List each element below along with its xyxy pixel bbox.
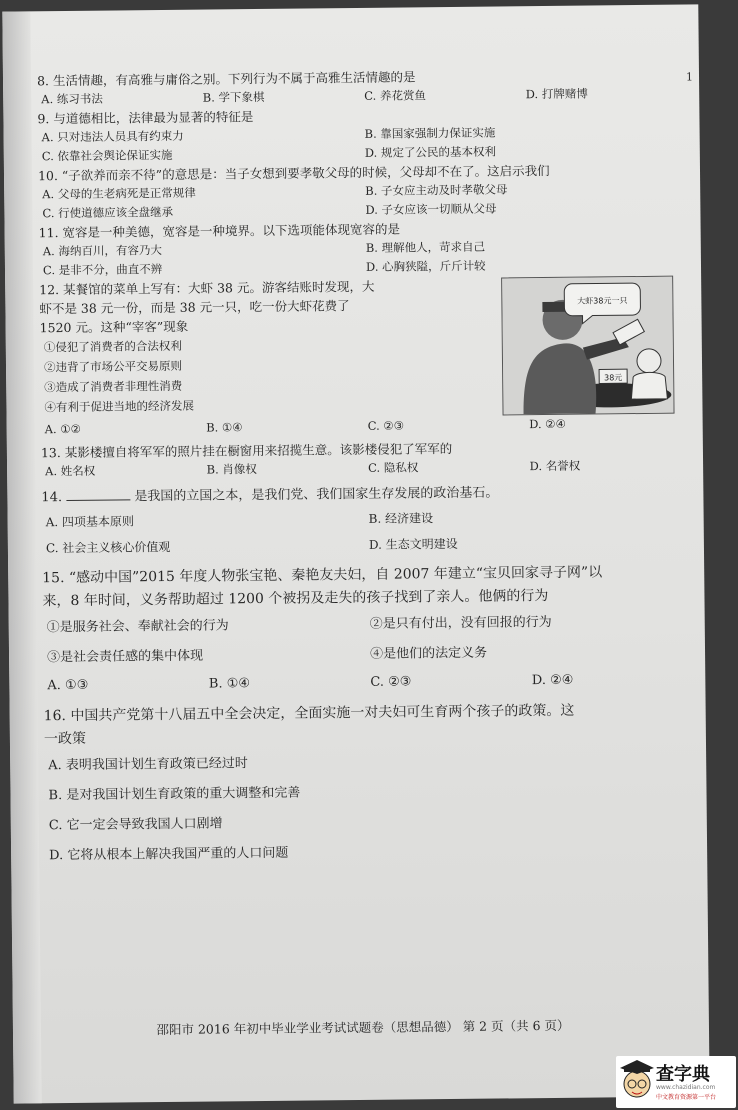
question-stem-line: 15. “感动中国”2015 年度人物张宝艳、秦艳友夫妇，自 2007 年建立“宝贝回家寻子网”以 [42,564,603,587]
option-a: A. 海纳百川，有容乃大 [42,243,163,259]
question-number: 14. [41,490,63,506]
question-stem-line: 一政策 [43,730,87,748]
question-10 [38,160,689,224]
customer-head [637,349,661,373]
customer-body [631,372,667,399]
option-d: D. 名誉权 [529,458,581,474]
statement-2: ②违背了市场公平交易原则 [43,358,183,375]
statement-3: ③是社会责任感的集中体现 [46,648,204,666]
page-shadow-edge [2,11,41,1103]
option-c: C. ②③ [370,674,412,690]
option-b: B. 学下象棋 [202,89,265,105]
statement-2: ②是只有付出，没有回报的行为 [369,614,552,632]
question-11 [39,216,690,280]
statement-1: ①是服务社会、奉献社会的行为 [46,618,229,636]
watermark-url: www.chazidian.com [656,1084,716,1091]
option-a: A. ①② [44,421,81,437]
option-d: D. ②④ [529,416,566,432]
option-d: D. 心胸狭隘，斤斤计较 [365,258,486,274]
watermark-subtitle: 中文教育资源第一平台 [656,1094,717,1101]
question-stem-line: 12. 某餐馆的菜单上写有：大虾 38 元。游客结账时发现，大 [39,278,375,298]
question-12-text [39,276,480,421]
question-list [37,65,695,872]
option-c: C. 依靠社会舆论保证实施 [41,147,173,164]
option-d: D. 规定了公民的基本权利 [364,144,496,160]
question-14 [41,480,692,561]
option-b: B. 理解他人，苛求自己 [365,239,486,255]
fill-in-blank [66,499,130,501]
option-b: B. 子女应主动及时孝敬父母 [365,182,508,198]
option-a: A. 只对违法人员具有约束力 [41,128,184,145]
question-stem: 8. 生活情趣，有高雅与庸俗之别。下列行为不属于高雅生活情趣的是 [36,69,416,89]
question-stem-line: 16. 中国共产党第十八届五中全会决定，全面实施一对夫妇可生育两个孩子的政策。这 [43,702,575,725]
watermark-title: 查字典 [656,1064,710,1085]
option-a: A. 表明我国计划生育政策已经过时 [48,756,248,774]
question-9 [37,103,688,167]
question-stem-text: 是我国的立国之本，是我们党、我们国家生存发展的政治基石。 [134,485,499,505]
page-footer: 邵阳市 2016 年初中毕业学业考试试题卷（思想品德） 第 2 页（共 6 页） [156,1017,570,1038]
option-d: D. ②④ [531,672,574,689]
option-a: A. 练习书法 [41,91,103,107]
watermark-logo [616,1056,736,1108]
option-c: C. ②③ [367,418,405,433]
option-b: B. 经济建设 [368,511,434,526]
question-13 [41,436,691,481]
question-stem: 11. 宽容是一种美德，宽容是一种境界。以下选项能体现宽容的是 [38,221,401,241]
option-d: D. 它将从根本上解决我国严重的人口问题 [49,845,289,864]
cartoon-drawing [502,277,673,415]
statement-4: ④有利于促进当地的经济发展 [44,398,195,415]
exam-paper [2,4,709,1103]
option-b: B. ①④ [208,676,251,692]
statement-1: ①侵犯了消费者的合法权利 [43,338,182,355]
question-16 [44,698,696,871]
statement-3: ③造成了消费者非理性消费 [44,378,183,395]
option-b: B. 是对我国计划生育政策的重大调整和完善 [48,785,301,804]
option-c: C. 它一定会导致我国人口剧增 [48,816,223,834]
question-stem: 13. 某影楼擅自将军军的照片挂在橱窗用来招揽生意。该影楼侵犯了军军的 [40,440,453,461]
option-grid [42,502,693,561]
question-12 [39,273,690,420]
option-a: A. ①③ [47,677,89,694]
cartoon-illustration [501,276,674,416]
option-c: C. 社会主义核心价值观 [45,539,171,556]
page-marker: 1 [685,70,694,84]
statement-list [40,333,481,418]
question-stem: 10. “子欲养而亲不待”的意思是：当子女想到要孝敬父母的时候，父母却不在了。这启示我们 [37,162,550,184]
option-row [43,666,693,699]
price-sign-text: 38元 [604,373,623,383]
question-stem-line: 虾不是 38 元一份，而是 38 元一只，吃一份大虾花费了 [39,298,350,317]
option-b: B. ①④ [206,420,243,435]
option-d: D. 生态文明建设 [368,536,458,552]
option-c: C. 是非不分，曲直不辨 [42,262,163,278]
option-d: D. 打牌赌博 [525,86,588,102]
option-a: A. 四项基本原则 [45,514,135,530]
question-stem-line: 1520 元。这种“宰客”现象 [39,318,189,336]
question-stem: 9. 与道德相比，法律最为显著的特征是 [37,109,254,127]
option-b: B. 肖像权 [206,462,257,477]
option-d: D. 子女应该一切顺从父母 [365,201,497,217]
option-a: A. 父母的生老病死是正常规律 [42,185,196,202]
option-c: C. 行使道德应该全盘继承 [42,204,174,221]
option-a: A. 姓名权 [45,463,96,479]
question-stem-line: 来，8 年时间，义务帮助超过 1200 个被拐及走失的孩子找到了亲人。他俩的行为 [42,587,549,610]
question-15 [42,560,693,699]
statement-grid [43,606,694,673]
option-b: B. 靠国家强制力保证实施 [364,125,496,141]
mascot-icon [620,1060,654,1104]
bubble-text: 大虾38元一只 [577,296,628,306]
option-c: C. 养花赏鱼 [364,88,426,103]
option-c: C. 隐私权 [368,460,419,475]
statement-4: ④是他们的法定义务 [369,645,488,662]
